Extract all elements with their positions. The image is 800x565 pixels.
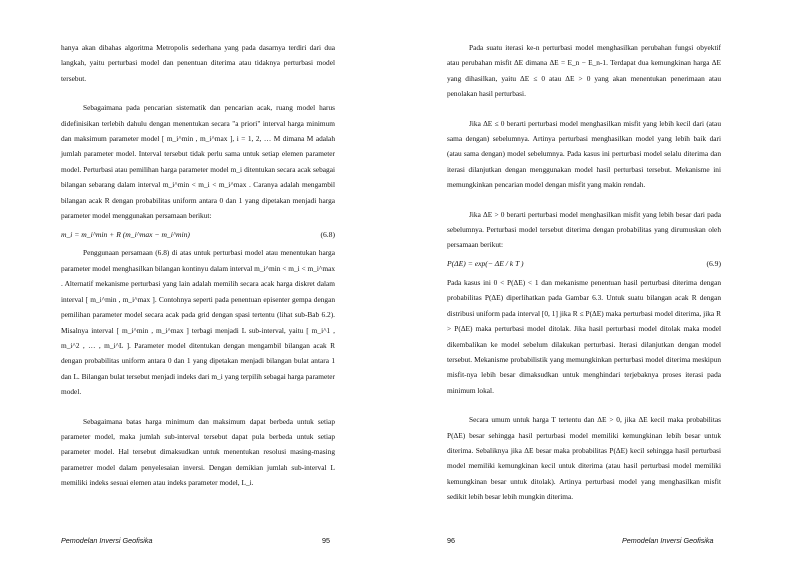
equation-6-8-number: (6.8): [320, 229, 335, 239]
equation-6-9-formula: P(ΔE) = exp(− ΔE / k T ): [447, 259, 524, 269]
right-paragraph-2: Jika ΔE ≤ 0 berarti perturbasi model menghasilkan misfit yang lebih kecil dari (atau sama dengan) sebelumnya. Artinya perturbasi menghasilkan model yang lebih baik dari (atau sama dengan) model sebelumnya. Pada kasus ini perturbasi model selalu diterima dan iterasi dilanjutkan dengan menggunakan model hasil perturbasi tersebut. Mekanisme ini memungkinkan pencarian model dengan misfit yang makin rendah.: [447, 118, 721, 190]
left-paragraph-1: hanya akan dibahas algoritma Metropolis sederhana yang pada dasarnya terdiri dari dua langkah, yaitu perturbasi model dan penentuan diterima atau tidaknya perturbasi model tersebut.: [61, 43, 335, 83]
equation-6-8-formula: m_i = m_i^min + R (m_i^max − m_i^min): [61, 229, 190, 239]
equation-6-9-number: (6.9): [706, 259, 721, 269]
right-footer-title: Pemodelan Inversi Geofisika: [622, 536, 714, 545]
left-paragraph-4: Sebagaimana batas harga minimum dan maksimum dapat berbeda untuk setiap parameter model, maka jumlah sub-interval tersebut dapat pula berbeda untuk setiap parameter model. Hal tersebut dimaksudkan untuk menentukan resolusi masing-masing parametrer model dalam penyelesaian inversi. Dengan demikian jumlah sub-interval L memiliki indeks sesuai elemen atau indeks parameter model, L_i.: [61, 416, 335, 488]
left-paragraph-3: Penggunaan persamaan (6.8) di atas untuk perturbasi model atau menentukan harga parameter model menghasilkan bilangan kontinyu dalam interval m_i^min < m_i < m_i^max . Alternatif mekanisme perturbasi yang lain adalah memilih secara acak harga diskret dalam interval [ m_i^min , m_i^max ]. Contohnya seperti pada penentuan episenter gempa dengan pemilihan parameter model secara acak pada grid dengan spasi tertentu (lihat sub-Bab 6.2). Misalnya interval [ m_i^min , m_i^max ] terbagi menjadi L sub-interval, yaitu [ m_i^1 , m_i^2 , … , m_i^L ]. Parameter model ditentukan dengan mengambil bilangan acak R dengan probabilitas uniform antara 0 dan 1 yang dipetakan menjadi bilangan bulat antara 1 dan L. Bilangan bulat tersebut menjadi indeks dari m_i yang terpilih sebagai harga parameter model.: [61, 248, 335, 397]
right-page: [400, 0, 800, 565]
left-paragraph-2: Sebagaimana pada pencarian sistematik dan pencarian acak, ruang model harus didefinisikan terlebih dahulu dengan menentukan secara "a priori" interval harga minimum dan maksimum parameter model [ m_i^min , m_i^max ], i = 1, 2, … M dimana M adalah jumlah parameter model. Interval tersebut tidak perlu sama untuk setiap elemen parameter model. Perturbasi atau pemilihan harga parameter model m_i ditentukan secara acak sebagai bilangan sebarang dalam interval m_i^min < m_i < m_i^max . Caranya adalah mengambil bilangan acak R dengan probabilitas uniform antara 0 dan 1 yang dipetakan menjadi harga parameter model menggunakan persamaan berikut:: [61, 103, 335, 221]
left-text-column: [61, 40, 335, 491]
right-paragraph-1: Pada suatu iterasi ke-n perturbasi model menghasilkan perubahan fungsi obyektif atau perubahan misfit ΔE dimana ΔE = E_n − E_n-1. Terdapat dua kemungkinan harga ΔE yang dihasilkan, yaitu ΔE ≤ 0 atau ΔE > 0 yang akan menentukan penerimaan atau penolakan hasil perturbasi.: [447, 43, 721, 99]
equation-6-9: [447, 253, 721, 275]
right-paragraph-3: Jika ΔE > 0 berarti perturbasi model menghasilkan misfit yang lebih besar dari pada sebelumnya. Perturbasi model tersebut diterima dengan probabilitas yang dirumuskan oleh persamaan berikut:: [447, 209, 721, 250]
right-paragraph-4: Pada kasus ini 0 < P(ΔE) < 1 dan mekanisme penentuan hasil perturbasi diterima dengan probabilitas P(ΔE) diperlihatkan pada Gambar 6.3. Untuk suatu bilangan acak R dengan distribusi uniform pada interval [0, 1] jika R ≤ P(ΔE) maka perturbasi model diterima, jika R > P(ΔE) maka perturbasi model ditolak. Jika hasil perturbasi model ditolak maka model dikembalikan ke model sebelum dilakukan perturbasi. Iterasi dilanjutkan dengan model tersebut. Mekanisme probabilistik yang memungkinkan perturbasi model diterima meskipun misfit-nya lebih besar dimaksudkan untuk menghindari terjebaknya proses iterasi pada minimum lokal.: [447, 277, 721, 395]
right-text-column: [447, 40, 721, 505]
left-page-number: 95: [322, 536, 330, 545]
equation-6-8: [61, 223, 335, 245]
left-footer-title: Pemodelan Inversi Geofisika: [61, 536, 153, 545]
right-paragraph-5: Secara umum untuk harga T tertentu dan ΔE > 0, jika ΔE kecil maka probabilitas P(ΔE) besar sehingga hasil perturbasi model memiliki kemungkinan lebih besar untuk diterima. Sebaliknya jika ΔE besar maka probabilitas P(ΔE) kecil sehingga hasil perturbasi model memiliki kemungkinan kecil untuk diterima (atau hasil perturbasi model memiliki kemungkinan besar untuk ditolak). Artinya perturbasi model yang menghasilkan misfit sedikit lebih besar lebih mungkin diterima.: [447, 415, 721, 502]
right-page-number: 96: [447, 536, 455, 545]
